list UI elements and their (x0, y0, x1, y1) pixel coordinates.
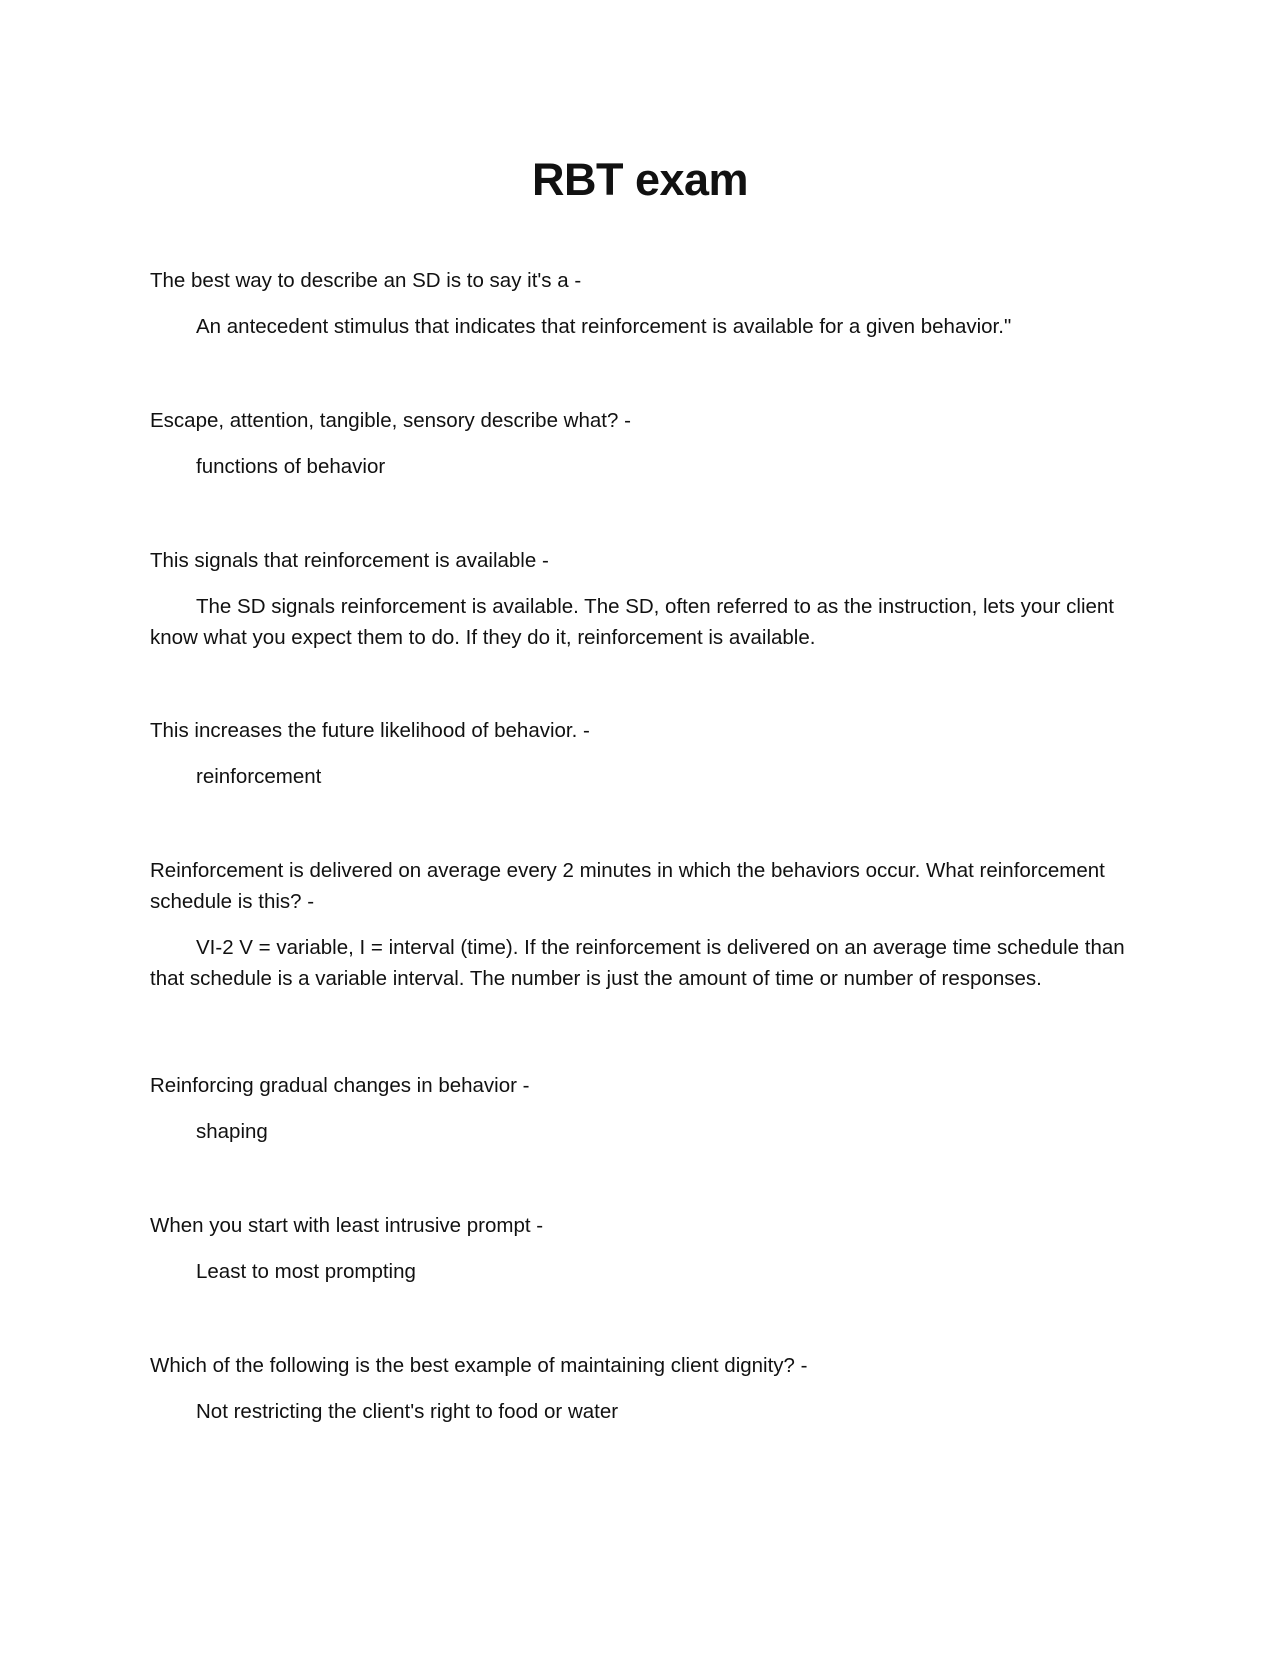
answer-text: shaping (196, 1120, 268, 1143)
qa-item (150, 265, 1130, 342)
question-text: This signals that reinforcement is available - (150, 549, 549, 572)
answer-text: Not restricting the client's right to food or water (196, 1400, 619, 1423)
answer-text: An antecedent stimulus that indicates that reinforcement is available for a given behavior." (196, 315, 1012, 338)
qa-item (150, 545, 1130, 653)
answer-text: functions of behavior (196, 455, 386, 478)
qa-item (150, 1070, 1130, 1147)
qa-item (150, 1210, 1130, 1287)
page-title: RBT exam (531, 154, 749, 205)
answer-text: VI-2 V = variable, I = interval (time). If the reinforcement is delivered on an average time schedule than that schedule is a variable interval. The number is just the amount of time or number of responses. (150, 936, 1125, 990)
qa-item (150, 405, 1130, 482)
answer-text: Least to most prompting (196, 1260, 416, 1283)
question-text: The best way to describe an SD is to say it's a - (150, 269, 582, 292)
qa-item (150, 1350, 1130, 1427)
answer-text: The SD signals reinforcement is available. The SD, often referred to as the instruction, lets your client know what you expect them to do. If they do it, reinforcement is available. (150, 595, 1115, 649)
question-text: Which of the following is the best example of maintaining client dignity? - (150, 1354, 808, 1377)
question-text: This increases the future likelihood of behavior. - (150, 719, 590, 742)
qa-item (150, 715, 1130, 792)
qa-item (150, 855, 1130, 994)
answer-text: reinforcement (196, 765, 322, 788)
question-text: Reinforcing gradual changes in behavior - (150, 1074, 530, 1097)
question-text: Reinforcement is delivered on average every 2 minutes in which the behaviors occur. What reinforcement schedule is this? - (150, 859, 1105, 913)
question-text: When you start with least intrusive prompt - (150, 1214, 544, 1237)
question-text: Escape, attention, tangible, sensory describe what? - (150, 409, 631, 432)
